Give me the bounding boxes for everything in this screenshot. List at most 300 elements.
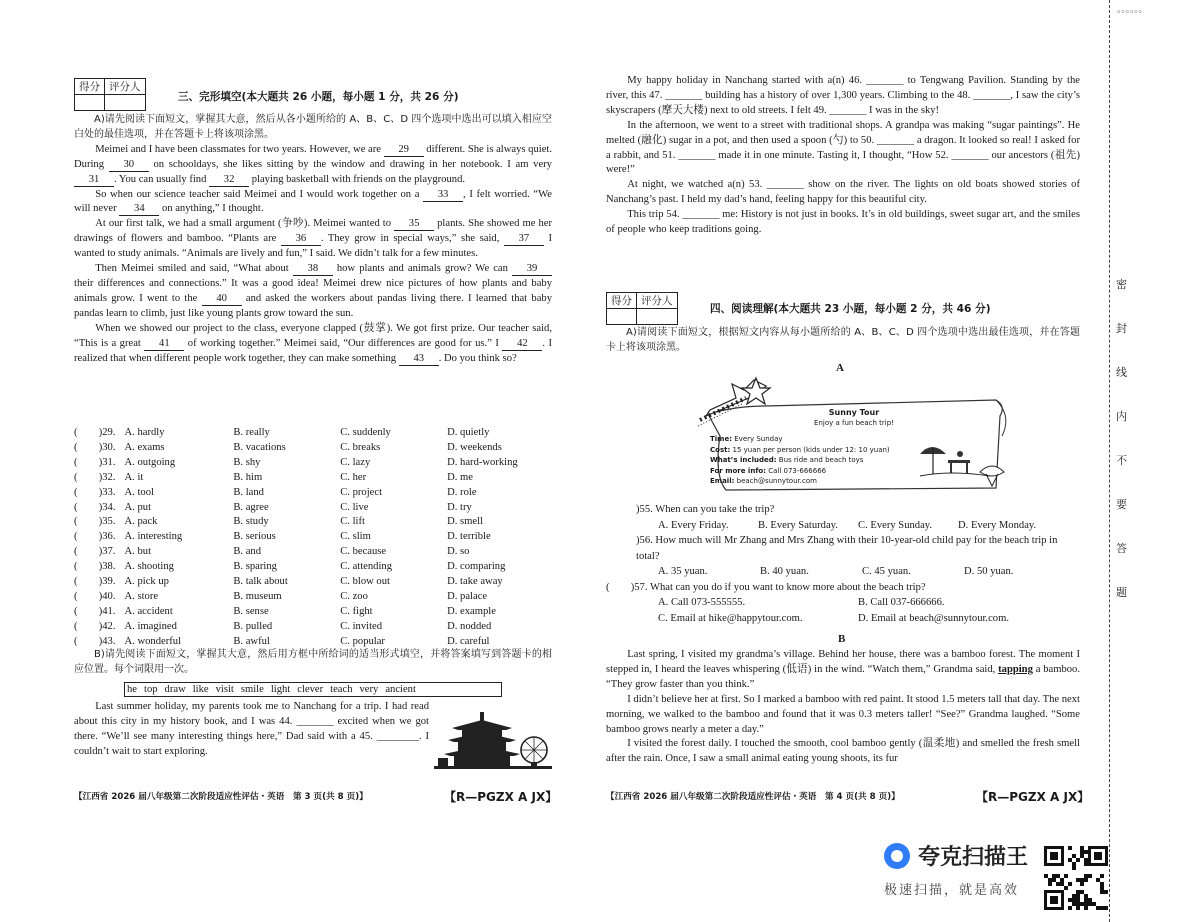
option-choice: C. lift [340, 516, 365, 528]
option-choice: D. role [447, 486, 477, 498]
ad-included-row [710, 455, 890, 466]
passage-text: building has a history of over 1,300 years. Climbing to the 48. [702, 89, 974, 101]
passage-text: So when our science teacher said Meimei and I would work together on a [95, 188, 424, 200]
qr-module [1056, 882, 1060, 886]
qr-module [1084, 862, 1088, 866]
option-row [74, 545, 554, 560]
partB-para [606, 74, 1080, 119]
passage-text: , I felt worried. “We will never [74, 188, 552, 215]
cloze-para [74, 188, 552, 218]
qr-module [1076, 902, 1080, 906]
option-row [74, 441, 554, 456]
score-cell [607, 309, 637, 325]
question-number: ( )33. [74, 486, 116, 498]
qr-module [1072, 898, 1076, 902]
question-stem: )55. When can you take the trip? [636, 504, 775, 515]
option-choice: B. him [233, 471, 263, 483]
passage-text: In the afternoon, we went to a street with traditional shops. A grandpa was making “sugar paintings”. He melted (融化) sugar in a pot, and then used a spoon (勺) to 50. [606, 119, 1080, 146]
qr-module [1080, 902, 1084, 906]
qr-module [1076, 906, 1080, 910]
fill-blank: _______ [829, 104, 867, 116]
qr-module [1072, 902, 1076, 906]
ad-title: Sunny Tour [828, 408, 880, 417]
passage-text: and asked the workers about pandas living there. I learned that baby pandas learn to climb, just like young plants grow toward the sun. [74, 292, 552, 319]
option-row [74, 605, 554, 620]
qr-module [1080, 850, 1084, 854]
qr-module [1084, 894, 1088, 898]
blank-number: 30 [109, 159, 149, 172]
qr-module [1080, 878, 1084, 882]
option-row [74, 515, 554, 530]
option-choice: A. Every Friday. [658, 519, 729, 531]
fill-blank: _______ [665, 89, 703, 101]
sunny-tour-ad [696, 376, 1012, 496]
option-choice: B. talk about [233, 576, 288, 588]
option-choice: A. Call 073-555555. [658, 597, 746, 608]
qr-module [1064, 874, 1068, 878]
fill-blank: _______ [766, 179, 804, 191]
option-choice: D. 50 yuan. [964, 566, 1014, 577]
qr-module [1076, 898, 1080, 902]
grader-cell [637, 309, 678, 325]
partB-para [74, 700, 429, 760]
qr-module [1104, 906, 1108, 910]
word-box-item: clever [297, 684, 324, 695]
option-choice: B. museum [233, 590, 282, 602]
ad-cost-row [710, 445, 890, 456]
passage-text: , I saw the city’s skyscrapers (摩天大楼) next to old streets. I felt 49. [606, 89, 1081, 116]
question-options [606, 595, 1082, 626]
passage-text: Meimei and I have been classmates for two years. However, we are [95, 143, 384, 155]
option-choice: B. vacations [233, 441, 286, 453]
question-options [606, 518, 1082, 534]
binding-line-char: 内 [1116, 410, 1127, 423]
option-choice: C. 45 yuan. [862, 566, 911, 577]
passage-B-text: a bamboo. “They grow faster than you think.” [606, 663, 1081, 690]
question-options [606, 564, 1082, 580]
question-number: ( )40. [74, 590, 116, 602]
option-row [74, 590, 554, 605]
section3-title: 三、完形填空(本大题共 26 小题，每小题 1 分，共 26 分) [178, 91, 459, 103]
ad-included-label: What’s included: [710, 456, 777, 464]
footer-code-left: 【R—PGZX A JX】 [444, 790, 558, 804]
fill-blank: ________ [376, 730, 419, 742]
passage-text: our ancestors (祖先) were!” [606, 149, 1080, 176]
ad-details [710, 434, 890, 487]
footer-page4: 【江西省 2026 届八年级第二次阶段适应性评估・英语 第 4 页(共 8 页)】 [606, 792, 900, 802]
option-choice: B. serious [233, 531, 276, 543]
qr-module [1084, 850, 1088, 854]
partA-instruction: A)请阅读下面短文，根据短文内容从每小题所给的 A、B、C、D 四个选项中选出最佳选项，并在答题卡上将该项涂黑。 [606, 327, 1080, 353]
question-number: ( )38. [74, 561, 116, 573]
qr-module [1080, 890, 1084, 894]
option-row [74, 530, 554, 545]
blank-number: 34 [119, 203, 159, 216]
option-choice: D. weekends [447, 441, 502, 453]
option-choice: C. zoo [340, 590, 368, 602]
option-choice: C. breaks [340, 441, 381, 453]
option-choice: D. careful [447, 635, 490, 647]
fill-blank: _______ [682, 209, 720, 221]
blank-number: 35 [394, 218, 434, 231]
passage-text: At night, we watched a(n) 53. [627, 179, 767, 191]
option-choice: D. nodded [447, 620, 492, 632]
qr-module [1060, 878, 1064, 882]
option-choice: C. slim [340, 531, 371, 543]
partA-instruction: A)请先阅读下面短文，掌握其大意，然后从各小题所给的 A、B、C、D 四个选项中选出可以填入相应空白处的最佳选项，并在答题卡上将该项涂黑。 [74, 114, 552, 140]
scanner-brand: 夸克扫描王 [918, 845, 1029, 870]
passage-B-body [606, 648, 1080, 767]
passage-text: on schooldays, she likes sitting by the window and drawing in her notebook. I am very [148, 158, 552, 170]
ad-info-row [710, 466, 890, 477]
ad-info: Call 073-666666 [768, 466, 827, 475]
passage-text: a dragon. It looked so real! I asked for a rabbit, and 51. [606, 134, 1081, 161]
option-row [74, 620, 554, 635]
passage-text: on anything,” I thought. [159, 203, 264, 215]
question-number: ( )34. [74, 501, 116, 513]
option-choice: A. shooting [124, 561, 174, 573]
option-choice: A. 35 yuan. [658, 566, 708, 577]
cloze-para [74, 217, 552, 262]
passage-B-para [606, 648, 1080, 693]
qr-module [1068, 906, 1072, 910]
qr-module [1072, 862, 1076, 866]
passage-text: playing basketball with friends on the playground. [249, 173, 466, 185]
qr-module [1094, 852, 1102, 860]
passage-text: At our first talk, we had a small argument (争吵). Meimei wanted to [95, 218, 395, 230]
blank-number: 40 [202, 293, 242, 306]
blank-number: 33 [423, 189, 463, 202]
option-choice: B. awful [233, 635, 270, 647]
option-choice: D. palace [447, 590, 488, 602]
qr-module [1072, 866, 1076, 870]
partB-instruction-block [74, 648, 552, 678]
passage-text: . You can usually find [114, 173, 210, 185]
pavilion-illustration [434, 700, 552, 772]
qr-module [1092, 902, 1096, 906]
option-choice: C. blow out [340, 576, 390, 588]
option-choice: B. sense [233, 605, 269, 617]
option-choice: B. study [233, 516, 269, 528]
option-choice: D. so [447, 546, 470, 558]
fill-blank: _______ [296, 715, 334, 727]
passage-text: . They grow in special ways,” she said, [320, 233, 504, 245]
word-box-item: very [359, 684, 379, 695]
partB-para [606, 178, 1080, 208]
word-box-item: top [144, 684, 158, 695]
binding-line-char: 答 [1116, 542, 1127, 555]
partB-para [606, 208, 1080, 238]
passage-text: made it in one minute. Tasting it, I thought, “How 52. [715, 149, 952, 161]
blank-number: 37 [504, 233, 544, 246]
option-choice: C. Email at hike@happytour.com. [658, 612, 803, 624]
blank-number: 41 [144, 338, 184, 351]
binding-line-char: 封 [1116, 322, 1127, 335]
option-choice: A. but [124, 546, 152, 558]
option-row [74, 575, 554, 590]
option-choice: D. terrible [447, 531, 491, 543]
qr-module [1096, 878, 1100, 882]
blank-number: 38 [293, 263, 333, 276]
grader-label: 评分人 [637, 293, 678, 309]
option-choice: B. really [233, 427, 270, 438]
option-choice: A. pick up [124, 576, 169, 588]
qr-module [1072, 854, 1076, 858]
qr-code-icon [1044, 846, 1108, 910]
option-choice: C. popular [340, 635, 385, 647]
blank-number: 31 [74, 174, 114, 187]
question-number: ( )43. [74, 635, 116, 647]
qr-module [1072, 894, 1076, 898]
question-number: ( )35. [74, 516, 116, 528]
footer-code-right: 【R—PGZX A JX】 [976, 790, 1090, 804]
question-number: ( )30. [74, 441, 116, 453]
qr-module [1060, 882, 1064, 886]
option-choice: B. Every Saturday. [758, 519, 838, 531]
passage-A-letter: A [836, 362, 844, 374]
binding-line-char: 不 [1116, 454, 1127, 467]
binding-line [1109, 0, 1138, 922]
qr-module [1096, 906, 1100, 910]
passage-text: This trip 54. [627, 209, 683, 221]
passage-text: I was in the sky! [866, 104, 940, 116]
passage-text: . Do you think so? [438, 352, 517, 364]
word-box [124, 682, 502, 697]
option-choice: C. her [340, 471, 367, 483]
option-choice: B. 40 yuan. [760, 566, 809, 577]
option-choice: C. lazy [340, 456, 371, 468]
qr-module [1100, 890, 1104, 894]
scanner-logo-icon [884, 843, 910, 869]
option-choice: C. project [340, 486, 383, 498]
fill-blank: _______ [678, 149, 716, 161]
question-number: ( )37. [74, 546, 116, 558]
grader-label: 评分人 [105, 79, 146, 95]
question-number: ( )31. [74, 456, 116, 468]
option-choice: C. live [340, 501, 369, 513]
passage-text: excited when we got there. “We’ll see many interesting things here,” Dad said with a 45. [74, 715, 429, 742]
option-choice: D. quietly [447, 427, 490, 438]
score-table-section4 [606, 292, 678, 325]
qr-module [1044, 874, 1048, 878]
option-choice: B. pulled [233, 620, 273, 632]
qr-module [1048, 878, 1052, 882]
ad-cost-label: Cost: [710, 445, 731, 454]
cloze-para [74, 322, 552, 367]
option-choice: B. land [233, 486, 264, 498]
cloze-para [74, 143, 552, 188]
option-row [74, 560, 554, 575]
blank-number: 32 [209, 174, 249, 187]
ad-time-row [710, 434, 890, 445]
footer-page3: 【江西省 2026 届八年级第二次阶段适应性评估・英语 第 3 页(共 8 页)】 [74, 792, 368, 802]
option-choice: A. tool [124, 486, 154, 498]
option-choice: C. attending [340, 561, 393, 573]
qr-module [1050, 852, 1058, 860]
option-choice: C. because [340, 546, 387, 558]
underlined-word: tapping [998, 663, 1033, 675]
question-number: ( )29. [74, 427, 116, 438]
option-choice: A. pack [124, 516, 158, 528]
qr-module [1068, 898, 1072, 902]
option-choice: D. example [447, 605, 496, 617]
option-choice: B. agree [233, 501, 269, 513]
qr-module [1104, 890, 1108, 894]
passage-text: plants. She showed me her drawings of flowers and bamboo. “Plants are [74, 218, 552, 245]
option-choice: B. and [233, 546, 262, 558]
passage-B-text: Last spring, I visited my grandma’s village. Behind her house, there was a bamboo forest. The moment I stepped in, I heard the leaves whispering (低语) in the wind. “Watch them,” Grandma said, [606, 649, 1080, 675]
cloze-options [74, 426, 554, 650]
passage-text: to Tengwang Pavilion. Standing by the river, this 47. [606, 75, 1080, 101]
ad-time-label: Time: [710, 435, 733, 443]
scanner-slogan: 极速扫描，就是高效 [884, 883, 1020, 898]
passage-B-para: I visited the forest daily. I touched the smooth, cool bamboo gently (温柔地) and smelled the fresh smell after the rain. Once, I saw a small animal eating young shoots, its fur [606, 738, 1080, 765]
section4-title: 四、阅读理解(本大题共 23 小题，每小题 2 分，共 46 分) [710, 303, 991, 315]
option-choice: D. comparing [447, 561, 506, 573]
blank-number: 29 [384, 144, 424, 157]
option-choice: A. wonderful [124, 635, 182, 647]
partB-body [74, 700, 429, 760]
option-choice: C. Every Sunday. [858, 519, 933, 531]
qr-module [1080, 882, 1084, 886]
passage-B-letter: B [838, 633, 846, 645]
passage-text: When we showed our project to the class, everyone clapped (鼓掌). We got first prize. Our teacher said, “This is a great [74, 322, 552, 349]
option-choice: D. Every Monday. [958, 519, 1037, 531]
qr-module [1048, 882, 1052, 886]
question-number: ( )36. [74, 531, 116, 543]
passage-text: show on the river. The lights on old boats showed stories of Nanchang’s past. I held my dad’s hand, feeling happy for this beautiful city. [606, 179, 1080, 206]
passage-text: of working together.” Meimei said, “Our differences are good for us.” I [184, 337, 503, 349]
option-choice: B. Call 037-666666. [858, 597, 945, 608]
qr-module [1050, 896, 1058, 904]
passage-text: how plants and animals grow? We can [332, 263, 512, 275]
fill-blank: _______ [866, 75, 904, 86]
passage-text: me: History is not just in books. It’s in old buildings, sweet sugar art, and the smiles of people who keep traditions going. [606, 209, 1080, 236]
option-choice: A. imagined [124, 620, 177, 632]
fill-blank: _______ [973, 89, 1011, 101]
binding-line-char: 密 [1116, 278, 1127, 291]
qr-module [1076, 890, 1080, 894]
option-choice: D. Email at beach@sunnytour.com. [858, 612, 1009, 624]
qr-module [1088, 902, 1092, 906]
option-choice: D. me [447, 471, 473, 483]
fill-blank: _______ [951, 149, 989, 161]
option-row [74, 426, 554, 441]
ad-subtitle: Enjoy a fun beach trip! [814, 419, 894, 427]
passage-text: My happy holiday in Nanchang started with a(n) 46. [627, 75, 867, 86]
qr-module [1052, 878, 1056, 882]
qr-module [1100, 882, 1104, 886]
qr-module [1088, 874, 1092, 878]
ad-cost: 15 yuan per person (kids under 12: 10 yuan) [732, 445, 890, 454]
option-choice: D. hard-working [447, 456, 518, 468]
qr-module [1084, 898, 1088, 902]
question-stem: )56. How much will Mr Zhang and Mrs Zhang with their 10-year-old child pay for the beach trip in total? [636, 535, 1058, 562]
qr-module [1100, 874, 1104, 878]
binding-line-char: 要 [1116, 498, 1127, 511]
qr-module [1080, 854, 1084, 858]
qr-module [1084, 874, 1088, 878]
word-box-item: like [192, 684, 209, 695]
qr-module [1064, 886, 1068, 890]
qr-module [1068, 882, 1072, 886]
score-cell [75, 95, 105, 111]
section4-instruction [606, 326, 1080, 356]
option-choice: D. try [447, 501, 472, 513]
qr-module [1056, 874, 1060, 878]
blank-number: 42 [502, 338, 542, 351]
blank-number: 36 [281, 233, 321, 246]
ad-included: Bus ride and beach toys [778, 456, 864, 464]
qr-module [1076, 878, 1080, 882]
option-choice: A. put [124, 501, 152, 513]
blank-number: 43 [399, 353, 439, 366]
option-choice: D. take away [447, 576, 503, 588]
qr-module [1076, 858, 1080, 862]
cloze-para [74, 262, 552, 322]
question-number: ( )32. [74, 471, 116, 483]
option-choice: A. interesting [124, 531, 183, 543]
ad-email: beach@sunnytour.com [736, 477, 817, 485]
passage-text: . I couldn’t wait to start exploring. [74, 730, 429, 757]
word-box-item: he [127, 684, 137, 695]
option-choice: D. smell [447, 516, 484, 528]
word-box-item: teach [330, 684, 353, 695]
section3-body [74, 113, 552, 366]
option-choice: A. it [124, 471, 144, 483]
ad-time: Every Sunday [734, 435, 783, 443]
qr-module [1068, 846, 1072, 850]
option-choice: A. hardly [124, 427, 165, 438]
option-choice: A. outgoing [124, 456, 176, 468]
qr-module [1068, 858, 1072, 862]
grader-cell [105, 95, 146, 111]
qr-module [1084, 906, 1088, 910]
qr-module [1100, 906, 1104, 910]
partB-para [606, 119, 1080, 179]
ad-email-label: Email: [710, 477, 735, 485]
binding-line-char: 线 [1116, 366, 1127, 379]
option-choice: A. accident [124, 605, 173, 617]
qr-module [1084, 902, 1088, 906]
question-number: ( )41. [74, 605, 116, 617]
binding-line-char: 题 [1116, 586, 1127, 599]
option-choice: C. invited [340, 620, 383, 632]
option-choice: B. sparing [233, 561, 277, 573]
scanner-watermark [884, 840, 1028, 898]
qr-module [1080, 846, 1084, 850]
option-row [74, 501, 554, 516]
qr-module [1088, 898, 1092, 902]
partB-continued [606, 74, 1080, 238]
word-box-item: smile [240, 684, 264, 695]
qr-module [1084, 858, 1088, 862]
word-box-item: ancient [385, 684, 416, 695]
qr-module [1100, 886, 1104, 890]
score-label: 得分 [75, 79, 105, 95]
passage-text: their differences and connections.” It was a good idea! Meimei drew nice pictures of how plants and baby animals grow. I went to the [74, 277, 552, 304]
word-box-item: visit [215, 684, 234, 695]
option-choice: A. store [124, 590, 159, 602]
option-choice: C. fight [340, 605, 373, 617]
blank-number: 39 [512, 263, 552, 276]
option-row [74, 456, 554, 471]
qr-module [1084, 878, 1088, 882]
score-table-section3 [74, 78, 146, 111]
qr-module [1052, 874, 1056, 878]
option-row [74, 471, 554, 486]
passage-text: I wanted to study animals. “Animals are lively and fun,” I said. We didn’t talk for a few minutes. [74, 233, 552, 260]
